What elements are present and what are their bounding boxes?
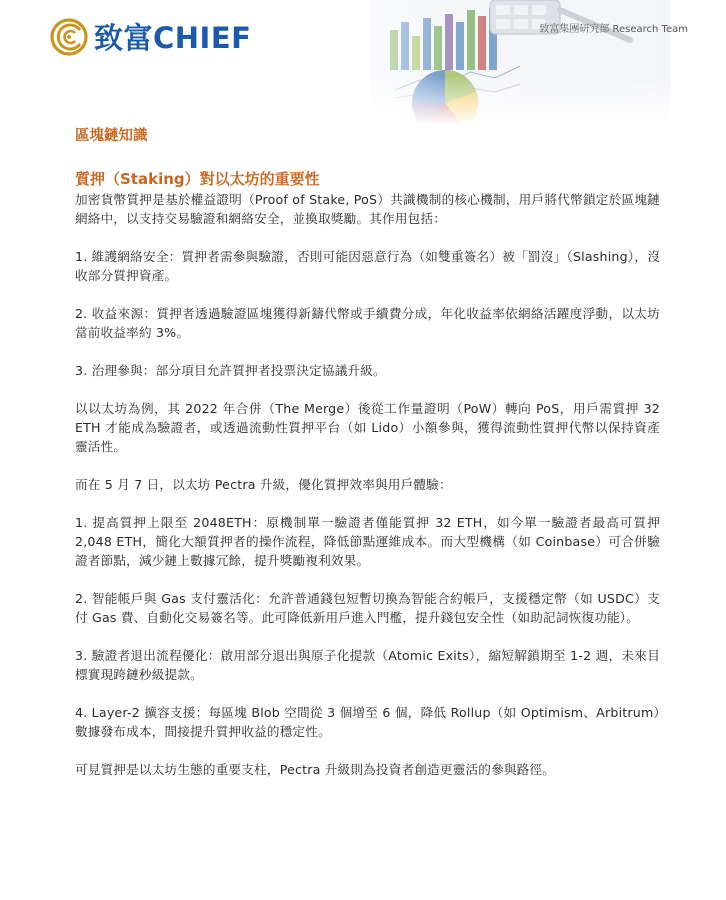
section-title: 區塊鏈知識 (75, 128, 148, 144)
paragraph-ethereum-merge: 以以太坊為例，其 2022 年合併（The Merge）後從工作量證明（PoW）轉向 PoS，用戶需質押 32 ETH 才能成為驗證者，或透過流動性質押平台（如 Lido）小額參與，獲得流動性質押代幣以保持資產靈活性。 (75, 401, 660, 454)
paragraph-intro: 加密貨幣質押是基於權益證明（Proof of Stake, PoS）共識機制的核心機制，用戶將代幣鎖定於區塊鏈網絡中，以支持交易驗證和網絡安全，並換取獎勵。其作用包括： (75, 192, 660, 226)
research-team-label: 致富集團研究部 Research Team (539, 24, 688, 35)
paragraph-point-security: 1. 維護網絡安全：質押者需參與驗證，否則可能因惡意行為（如雙重簽名）被「罰沒」（Slashing），沒收部分質押資產。 (75, 249, 660, 283)
paragraph-pectra-point-3: 3. 驗證者退出流程優化：啟用部分退出與原子化提款（Atomic Exits），縮短解鎖期至 1-2 週，未來目標實現跨鏈秒級提款。 (75, 648, 660, 682)
paragraph-pectra-point-2: 2. 智能帳戶與 Gas 支付靈活化：允許普通錢包短暫切換為智能合約帳戶，支援穩定幣（如 USDC）支付 Gas 費、自動化交易簽名等。此可降低新用戶進入門檻，提升錢包安全性（如助記詞恢復功能）。 (75, 591, 660, 625)
article-body (75, 125, 660, 779)
paragraph-pectra-intro: 而在 5 月 7 日，以太坊 Pectra 升級，優化質押效率與用戶體驗： (75, 477, 452, 492)
logo-text: 致富CHIEF (94, 21, 252, 55)
article-heading: 質押（Staking）對以太坊的重要性 (75, 170, 320, 188)
paragraph-point-rewards: 2. 收益來源：質押者透過驗證區塊獲得新鑄代幣或手續費分成，年化收益率依網絡活躍度浮動，以太坊當前收益率約 3%。 (75, 306, 660, 340)
header-chart-illustration (300, 0, 726, 125)
paragraph-pectra-point-1: 1. 提高質押上限至 2048ETH：原機制單一驗證者僅能質押 32 ETH，如今單一驗證者最高可質押 2,048 ETH，簡化大額質押者的操作流程，降低節點運維成本。而大型機構（如 Coinbase）可合併驗證者節點，減少鏈上數據冗餘，提升獎勵複利效果。 (75, 515, 660, 568)
page-header (0, 0, 726, 110)
paragraph-point-governance: 3. 治理參與：部分項目允許質押者投票決定協議升級。 (75, 363, 386, 378)
paragraph-pectra-point-4: 4. Layer-2 擴容支援：每區塊 Blob 空間從 3 個增至 6 個，降低 Rollup（如 Optimism、Arbitrum）數據發布成本，間接提升質押收益的穩定性。 (75, 705, 660, 739)
logo-swirl-icon (50, 18, 88, 56)
paragraph-conclusion: 可見質押是以太坊生態的重要支柱，Pectra 升級則為投資者創造更靈活的參與路徑。 (75, 762, 556, 777)
brand-logo (50, 16, 251, 57)
